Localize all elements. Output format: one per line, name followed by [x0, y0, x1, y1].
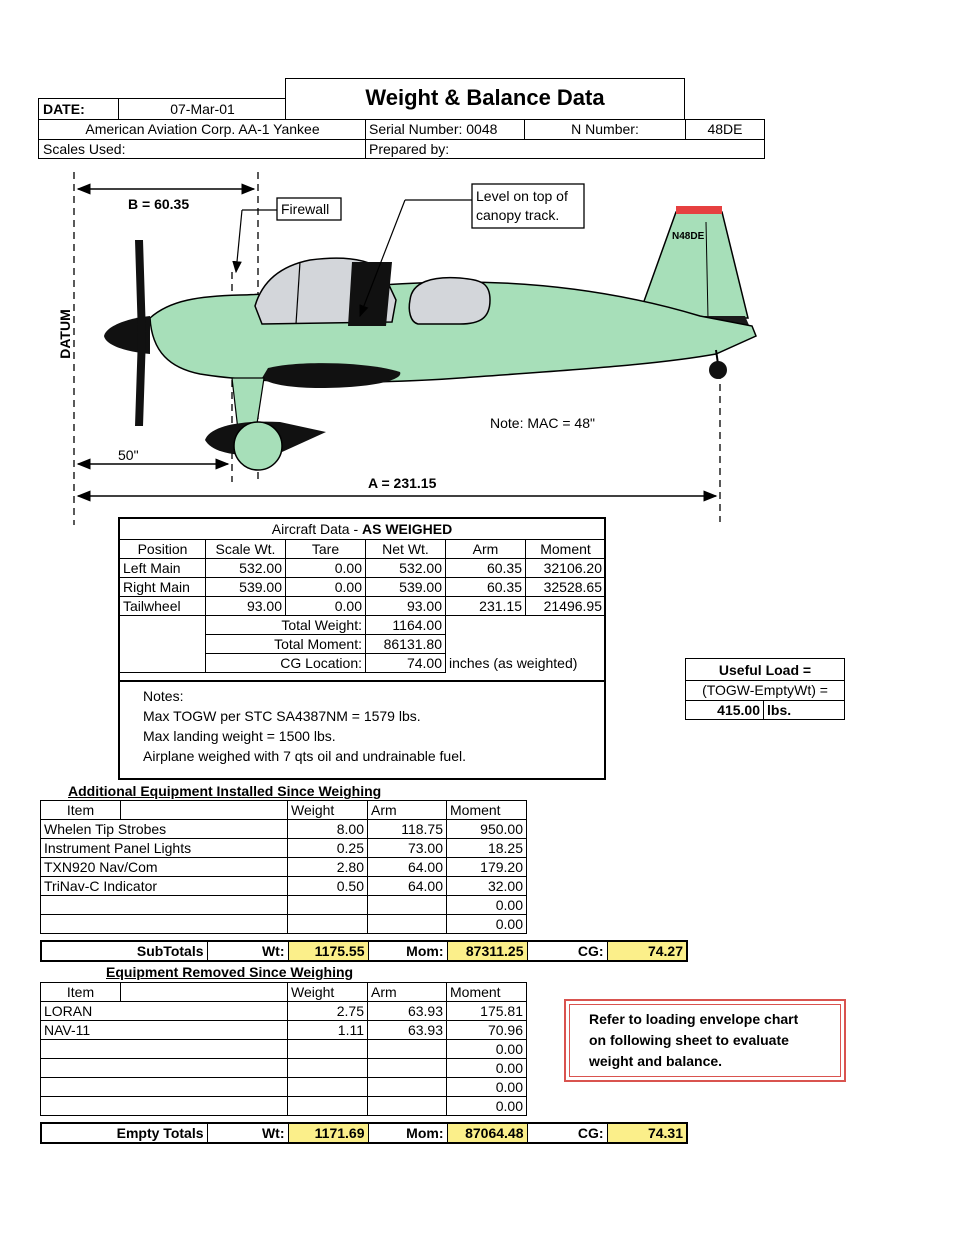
- total-moment-label: Total Moment:: [206, 635, 366, 654]
- refer-note-line: weight and balance.: [589, 1053, 723, 1069]
- col-header: Moment: [447, 801, 527, 820]
- col-header: Item: [41, 983, 121, 1002]
- net-wt-cell: 93.00: [366, 597, 446, 616]
- page-title: Weight & Balance Data: [365, 85, 605, 110]
- col-header: Net Wt.: [366, 540, 446, 559]
- added-equipment-table: [40, 800, 527, 934]
- total-weight-row: [120, 616, 606, 635]
- table-row: [41, 1021, 527, 1040]
- arm-cell: 63.93: [368, 1021, 447, 1040]
- arm-cell: 63.93: [368, 1002, 447, 1021]
- moment-cell: 18.25: [447, 839, 527, 858]
- moment-cell: 179.20: [447, 858, 527, 877]
- divider: [118, 98, 119, 120]
- col-header: Arm: [446, 540, 526, 559]
- b-dimension-label: B = 60.35: [128, 196, 190, 212]
- arm-cell: 64.00: [368, 877, 447, 896]
- table-header-row: [120, 540, 606, 559]
- moment-cell: 70.96: [447, 1021, 527, 1040]
- col-header: Weight: [288, 983, 368, 1002]
- subtotals-row: [40, 940, 688, 962]
- table-header-row: [41, 983, 527, 1002]
- table-row: [41, 1078, 527, 1097]
- weight-cell: 2.75: [288, 1002, 368, 1021]
- table-row: [41, 915, 527, 934]
- item-cell: [41, 1059, 288, 1078]
- arm-cell: 60.35: [446, 578, 526, 597]
- table-row: [41, 839, 527, 858]
- moment-cell: 32.00: [447, 877, 527, 896]
- col-header: Arm: [368, 801, 447, 820]
- refer-note-line: Refer to loading envelope chart: [589, 1011, 799, 1027]
- removed-equipment-table: [40, 982, 527, 1116]
- item-cell: [41, 915, 288, 934]
- useful-load-formula: (TOGW-EmptyWt) =: [702, 682, 828, 698]
- arm-cell: [368, 1040, 447, 1059]
- moment-cell: 175.81: [447, 1002, 527, 1021]
- main-wheel: [234, 422, 282, 470]
- weight-cell: 2.80: [288, 858, 368, 877]
- mac-note: Note: MAC = 48": [490, 415, 595, 431]
- item-cell: TXN920 Nav/Com: [41, 858, 288, 877]
- item-cell: [41, 1097, 288, 1116]
- moment-cell: 0.00: [447, 896, 527, 915]
- table-row: [41, 1059, 527, 1078]
- col-header: Moment: [447, 983, 527, 1002]
- weight-cell: [288, 915, 368, 934]
- empty-totals-label: Empty Totals: [41, 1123, 207, 1143]
- moment-cell: 32528.65: [526, 578, 606, 597]
- item-cell: [41, 1078, 288, 1097]
- tare-cell: 0.00: [286, 578, 366, 597]
- tare-cell: 0.00: [286, 597, 366, 616]
- col-header: Moment: [526, 540, 606, 559]
- useful-load-unit: lbs.: [767, 702, 792, 718]
- date-label: DATE:: [43, 101, 85, 117]
- notes-divider: [119, 680, 606, 682]
- subtotal-cg-value: 74.27: [607, 941, 687, 961]
- serial-number: Serial Number: 0048: [369, 121, 498, 137]
- a-dimension-label: A = 231.15: [368, 475, 437, 491]
- table-row: [41, 820, 527, 839]
- added-equipment-title: Additional Equipment Installed Since Weighing: [68, 783, 382, 799]
- item-cell: [41, 1040, 288, 1059]
- arm-cell: [368, 1097, 447, 1116]
- datum-label: DATUM: [57, 309, 73, 359]
- fifty-label: 50": [118, 447, 139, 463]
- empty-wt-value: 1171.69: [288, 1123, 368, 1143]
- total-weight-value: 1164.00: [366, 616, 446, 635]
- subtotal-wt-label: Wt:: [207, 941, 288, 961]
- subtotal-mom-value: 87311.25: [447, 941, 527, 961]
- subtotal-cg-label: CG:: [527, 941, 607, 961]
- notes-heading: Notes:: [143, 688, 184, 704]
- empty-totals-row: [40, 1122, 688, 1144]
- scale-wt-cell: 539.00: [206, 578, 286, 597]
- notes-line: Max landing weight = 1500 lbs.: [143, 728, 336, 744]
- weight-cell: 8.00: [288, 820, 368, 839]
- n-number-value: 48DE: [707, 121, 743, 137]
- arm-cell: 231.15: [446, 597, 526, 616]
- n-number-label: N Number:: [571, 121, 639, 137]
- item-cell: NAV-11: [41, 1021, 288, 1040]
- position-cell: Left Main: [120, 559, 206, 578]
- cg-value: 74.00: [366, 654, 446, 673]
- notes-line: Max TOGW per STC SA4387NM = 1579 lbs.: [143, 708, 421, 724]
- prepared-by: Prepared by:: [369, 141, 450, 157]
- notes-line: Airplane weighed with 7 qts oil and undrainable fuel.: [143, 748, 466, 764]
- tail-registration: N48DE: [672, 231, 705, 242]
- table-row: [41, 1040, 527, 1059]
- scale-wt-cell: 93.00: [206, 597, 286, 616]
- moment-cell: 0.00: [447, 915, 527, 934]
- canopy-bar: [348, 262, 392, 326]
- item-cell: TriNav-C Indicator: [41, 877, 288, 896]
- moment-cell: 950.00: [447, 820, 527, 839]
- aircraft-data-table: [119, 539, 606, 673]
- arm-cell: [368, 1078, 447, 1097]
- aircraft-model: American Aviation Corp. AA-1 Yankee: [85, 121, 320, 137]
- moment-cell: 0.00: [447, 1097, 527, 1116]
- net-wt-cell: 532.00: [366, 559, 446, 578]
- cg-row: [120, 654, 606, 673]
- col-header: Weight: [288, 801, 368, 820]
- col-header: Position: [120, 540, 206, 559]
- date-value: 07-Mar-01: [170, 101, 235, 117]
- level-note-line2: canopy track.: [476, 207, 560, 223]
- arm-cell: [368, 915, 447, 934]
- rear-window: [409, 278, 490, 324]
- moment-cell: 0.00: [447, 1040, 527, 1059]
- subtotal-wt-value: 1175.55: [288, 941, 368, 961]
- moment-cell: 0.00: [447, 1059, 527, 1078]
- empty-cg-value: 74.31: [607, 1123, 687, 1143]
- refer-note-line: on following sheet to evaluate: [589, 1032, 789, 1048]
- empty-mom-value: 87064.48: [447, 1123, 527, 1143]
- net-wt-cell: 539.00: [366, 578, 446, 597]
- table-row: [41, 896, 527, 915]
- scales-used: Scales Used:: [43, 141, 126, 157]
- useful-load-title: Useful Load =: [718, 662, 812, 678]
- empty-cg-label: CG:: [527, 1123, 607, 1143]
- col-header: Item: [41, 801, 121, 820]
- table-row: [41, 1097, 527, 1116]
- arm-cell: 60.35: [446, 559, 526, 578]
- weight-cell: [288, 1040, 368, 1059]
- empty-mom-label: Mom:: [368, 1123, 447, 1143]
- level-note-line1: Level on top of: [476, 188, 568, 204]
- col-header: Arm: [368, 983, 447, 1002]
- total-moment-value: 86131.80: [366, 635, 446, 654]
- arm-cell: 118.75: [368, 820, 447, 839]
- weight-cell: [288, 896, 368, 915]
- scale-wt-cell: 532.00: [206, 559, 286, 578]
- tail-tip: [676, 206, 722, 214]
- empty-wt-label: Wt:: [207, 1123, 288, 1143]
- weight-cell: [288, 1078, 368, 1097]
- cg-label: CG Location:: [206, 654, 366, 673]
- moment-cell: 21496.95: [526, 597, 606, 616]
- table-row: [120, 578, 606, 597]
- table-row: [120, 597, 606, 616]
- arm-cell: [368, 1059, 447, 1078]
- weight-cell: 1.11: [288, 1021, 368, 1040]
- table-row: [120, 559, 606, 578]
- weight-cell: 0.50: [288, 877, 368, 896]
- item-cell: Whelen Tip Strobes: [41, 820, 288, 839]
- table-header-row: [41, 801, 527, 820]
- table-row: [41, 858, 527, 877]
- item-cell: Instrument Panel Lights: [41, 839, 288, 858]
- removed-equipment-title: Equipment Removed Since Weighing: [106, 964, 354, 980]
- cg-note: inches (as weighted): [449, 655, 578, 671]
- position-cell: Right Main: [120, 578, 206, 597]
- weight-cell: 0.25: [288, 839, 368, 858]
- aircraft-data-title-bold: AS WEIGHED: [362, 521, 453, 537]
- table-row: [41, 877, 527, 896]
- col-header: Tare: [286, 540, 366, 559]
- aircraft-data-title: [118, 520, 606, 538]
- moment-cell: 0.00: [447, 1078, 527, 1097]
- total-weight-label: Total Weight:: [206, 616, 366, 635]
- subtotals-label: SubTotals: [41, 941, 207, 961]
- moment-cell: 32106.20: [526, 559, 606, 578]
- position-cell: Tailwheel: [120, 597, 206, 616]
- arm-cell: [368, 896, 447, 915]
- firewall-label: Firewall: [281, 201, 330, 217]
- item-cell: LORAN: [41, 1002, 288, 1021]
- useful-load-value: 415.00: [717, 702, 760, 718]
- weight-cell: [288, 1059, 368, 1078]
- arm-cell: 73.00: [368, 839, 447, 858]
- arm-cell: 64.00: [368, 858, 447, 877]
- col-header: Scale Wt.: [206, 540, 286, 559]
- aircraft-data-title-prefix: Aircraft Data -: [271, 521, 362, 537]
- subtotal-mom-label: Mom:: [368, 941, 447, 961]
- weight-cell: [288, 1097, 368, 1116]
- tail-wheel: [709, 361, 727, 379]
- item-cell: [41, 896, 288, 915]
- table-row: [41, 1002, 527, 1021]
- tare-cell: 0.00: [286, 559, 366, 578]
- total-moment-row: [120, 635, 606, 654]
